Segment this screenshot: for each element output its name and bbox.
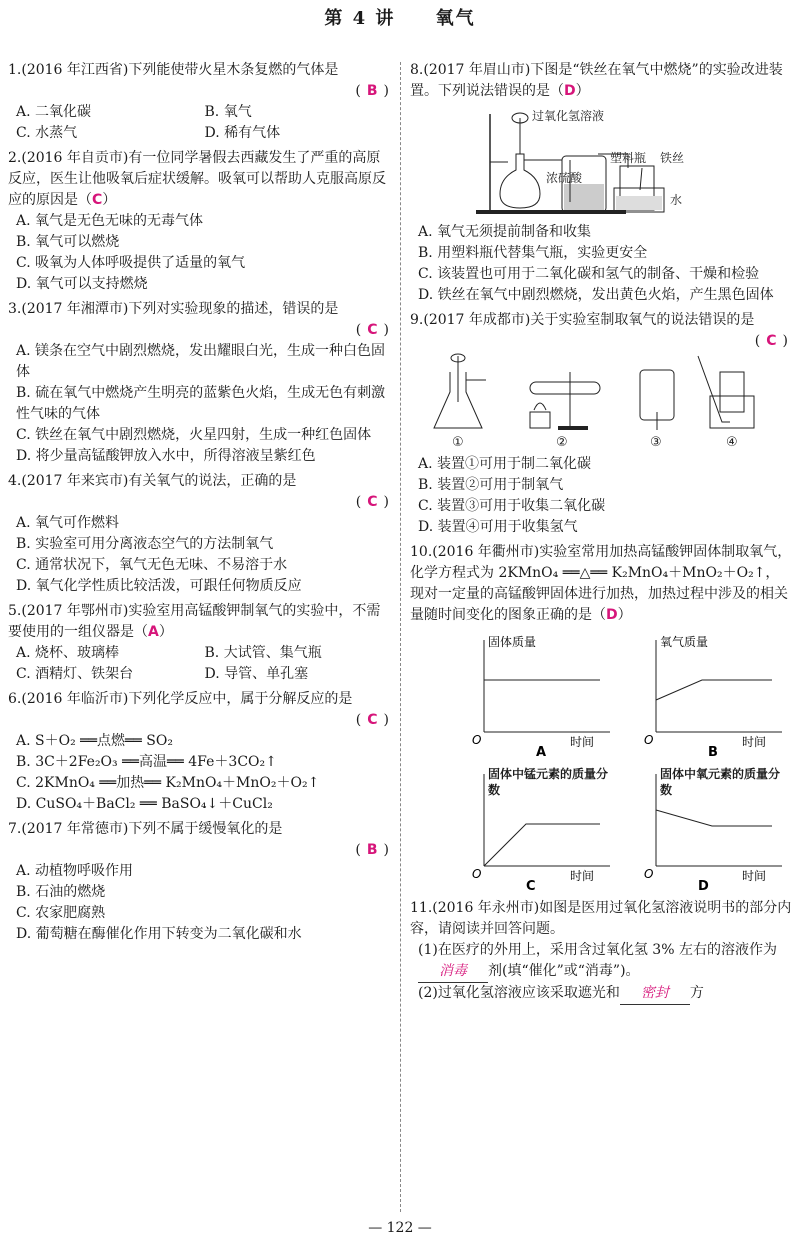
question-stem: 10.(2016 年衢州市)实验室常用加热高锰酸钾固体制取氧气，化学方程式为 2KMnO₄ ══△══ K₂MnO₄＋MnO₂＋O₂↑，现对一定量的高锰酸钾固体进行加热，加热过程中涉及的相关量随时间变化的图象正确的是（D） bbox=[410, 544, 792, 623]
fill-blank[interactable]: 消毒 bbox=[418, 961, 488, 983]
answer-letter: C bbox=[92, 192, 103, 208]
graph-origin: O bbox=[644, 867, 654, 881]
device-mark-1: ① bbox=[452, 435, 464, 450]
option: A. 动植物呼吸作用 bbox=[16, 863, 134, 879]
label-bottle: 塑料瓶 bbox=[610, 151, 647, 165]
option: A. 氧气无须提前制备和收集 bbox=[418, 224, 592, 240]
question-stem: 1.(2016 年江西省)下列能使带火星木条复燃的气体是 bbox=[8, 62, 339, 78]
option: D. 稀有气体 bbox=[204, 125, 281, 141]
graph-ylabel: 固体中氧元素的质量分数 bbox=[660, 767, 780, 797]
fill-blank[interactable]: 密封 bbox=[620, 983, 690, 1005]
option: D. 装置④可用于收集氢气 bbox=[418, 519, 578, 535]
label-acid: 浓硫酸 bbox=[546, 171, 583, 185]
question-stem: 4.(2017 年来宾市)有关氧气的说法，正确的是 bbox=[8, 473, 297, 489]
answer-slot: ( C ) bbox=[754, 333, 788, 349]
lecture-topic: 氧气 bbox=[435, 8, 476, 29]
graph-caption: D bbox=[698, 879, 709, 894]
option: B. 硫在氧气中燃烧产生明亮的蓝紫色火焰，生成无色有刺激性气味的气体 bbox=[16, 385, 386, 422]
option: B. 实验室可用分离液态空气的方法制氧气 bbox=[16, 536, 274, 552]
answer-letter: C bbox=[367, 712, 378, 728]
options bbox=[8, 102, 393, 144]
question-stem: 11.(2016 年永州市)如图是医用过氧化氢溶液说明书的部分内容，请阅读并回答问题。 bbox=[410, 900, 792, 937]
device-mark-2: ② bbox=[556, 435, 568, 450]
graph-a bbox=[470, 632, 620, 760]
option: A. 装置①可用于制二氧化碳 bbox=[418, 456, 592, 472]
left-column bbox=[8, 60, 393, 949]
option: A. 镁条在空气中剧烈燃烧，发出耀眼白光，生成一种白色固体 bbox=[16, 343, 386, 380]
graph-ylabel: 固体中锰元素的质量分数 bbox=[488, 767, 608, 797]
option: D. 导管、单孔塞 bbox=[204, 666, 309, 682]
graph-ylabel: 氧气质量 bbox=[660, 635, 709, 649]
answer-letter: A bbox=[148, 624, 159, 640]
label-water: 水 bbox=[670, 193, 683, 207]
question-9 bbox=[410, 310, 792, 538]
graph-caption: B bbox=[708, 745, 718, 760]
option: D. 氧气可以支持燃烧 bbox=[16, 276, 148, 292]
graph-caption: A bbox=[536, 745, 547, 760]
question-stem: 7.(2017 年常德市)下列不属于缓慢氧化的是 bbox=[8, 821, 283, 837]
question-stem: 8.(2017 年眉山市)下图是“铁丝在氧气中燃烧”的实验改进装置。下列说法错误的是（D） bbox=[410, 62, 783, 99]
answer-slot: ( C ) bbox=[355, 494, 389, 510]
question-5 bbox=[8, 601, 393, 685]
question-stem: 2.(2016 年自贡市)有一位同学暑假去西藏发生了严重的高原反应，医生让他吸氧后症状缓解。吸氧可以帮助人克服高原反应的原因是（C） bbox=[8, 150, 386, 208]
option: C. 通常状况下，氧气无色无味、不易溶于水 bbox=[16, 557, 288, 573]
question-6 bbox=[8, 689, 393, 815]
answer-letter: C bbox=[766, 333, 777, 349]
option: C. 铁丝在氧气中剧烈燃烧，火星四射，生成一种红色固体 bbox=[16, 427, 372, 443]
question-7 bbox=[8, 819, 393, 945]
graph-xlabel: 时间 bbox=[570, 735, 595, 749]
option: B. 装置②可用于制氧气 bbox=[418, 477, 564, 493]
sub-question-2: (2)过氧化氢溶液应该采取遮光和 密封 方 bbox=[410, 983, 792, 1005]
option: B. 用塑料瓶代替集气瓶，实验更安全 bbox=[418, 245, 648, 261]
option: D. 葡萄糖在酶催化作用下转变为二氧化碳和水 bbox=[16, 926, 302, 942]
option: B. 大试管、集气瓶 bbox=[204, 645, 322, 661]
answer-letter: C bbox=[367, 322, 378, 338]
graph-d bbox=[642, 766, 792, 894]
device-figures bbox=[430, 352, 770, 452]
answer-letter: B bbox=[366, 842, 378, 858]
option: B. 氧气 bbox=[204, 104, 252, 120]
question-2 bbox=[8, 148, 393, 295]
answer-letter: B bbox=[366, 83, 378, 99]
graph-xlabel: 时间 bbox=[742, 869, 767, 883]
question-8 bbox=[410, 60, 792, 306]
option: B. 石油的燃烧 bbox=[16, 884, 106, 900]
graph-origin: O bbox=[472, 733, 482, 747]
answer-letter: D bbox=[564, 83, 576, 99]
question-stem: 9.(2017 年成都市)关于实验室制取氧气的说法错误的是 bbox=[410, 312, 755, 328]
answer-slot: ( C ) bbox=[355, 322, 389, 338]
graph-origin: O bbox=[644, 733, 654, 747]
device-mark-4: ④ bbox=[726, 435, 738, 450]
option: D. 氧气化学性质比较活泼，可跟任何物质反应 bbox=[16, 578, 302, 594]
question-3 bbox=[8, 299, 393, 467]
options bbox=[8, 643, 393, 685]
graph-c bbox=[470, 766, 620, 894]
option: C. 农家肥腐熟 bbox=[16, 905, 106, 921]
apparatus-diagram bbox=[470, 104, 730, 220]
option: A. 氧气可作燃料 bbox=[16, 515, 120, 531]
right-column bbox=[410, 60, 792, 1009]
answer-letter: C bbox=[367, 494, 378, 510]
option: B. 氧气可以燃烧 bbox=[16, 234, 120, 250]
column-divider bbox=[400, 62, 401, 1212]
graph-origin: O bbox=[472, 867, 482, 881]
option: B. 3C＋2Fe₂O₃ ══高温══ 4Fe＋3CO₂↑ bbox=[16, 754, 277, 770]
answer-slot: ( B ) bbox=[355, 83, 389, 99]
option: D. 将少量高锰酸钾放入水中，所得溶液呈紫红色 bbox=[16, 448, 316, 464]
question-stem: 5.(2017 年鄂州市)实验室用高锰酸钾制氧气的实验中，不需要使用的一组仪器是（A） bbox=[8, 603, 381, 640]
answer-slot: ( C ) bbox=[355, 712, 389, 728]
graph-caption: C bbox=[526, 879, 536, 894]
question-stem: 3.(2017 年湘潭市)下列对实验现象的描述，错误的是 bbox=[8, 301, 339, 317]
option: A. 二氧化碳 bbox=[16, 104, 92, 120]
question-4 bbox=[8, 471, 393, 597]
option: C. 水蒸气 bbox=[16, 125, 78, 141]
lecture-number: 第 4 讲 bbox=[324, 8, 396, 29]
question-1 bbox=[8, 60, 393, 144]
graph-grid bbox=[410, 632, 792, 894]
answer-slot: ( B ) bbox=[355, 842, 389, 858]
page-number: — 122 — bbox=[368, 1220, 432, 1236]
question-10 bbox=[410, 542, 792, 894]
option: A. S＋O₂ ══点燃══ SO₂ bbox=[16, 733, 173, 749]
option: D. CuSO₄＋BaCl₂ ══ BaSO₄↓＋CuCl₂ bbox=[16, 796, 273, 812]
device-mark-3: ③ bbox=[650, 435, 662, 450]
option: A. 氧气是无色无味的无毒气体 bbox=[16, 213, 204, 229]
option: C. 装置③可用于收集二氧化碳 bbox=[418, 498, 606, 514]
question-11 bbox=[410, 898, 792, 1005]
option: D. 铁丝在氧气中剧烈燃烧，发出黄色火焰，产生黑色固体 bbox=[418, 287, 774, 303]
graph-ylabel: 固体质量 bbox=[488, 635, 537, 649]
graph-xlabel: 时间 bbox=[570, 869, 595, 883]
answer-letter: D bbox=[606, 607, 618, 623]
option: C. 吸氧为人体呼吸提供了适量的氧气 bbox=[16, 255, 246, 271]
sub-question-1: (1)在医疗的外用上，采用含过氧化氢 3% 左右的溶液作为消毒 剂(填“催化”或“消毒”)。 bbox=[410, 940, 792, 983]
option: C. 该装置也可用于二氧化碳和氢气的制备、干燥和检验 bbox=[418, 266, 760, 282]
label-peroxide: 过氧化氢溶液 bbox=[532, 109, 605, 123]
question-stem: 6.(2016 年临沂市)下列化学反应中，属于分解反应的是 bbox=[8, 691, 353, 707]
graph-xlabel: 时间 bbox=[742, 735, 767, 749]
option: C. 2KMnO₄ ══加热══ K₂MnO₄＋MnO₂＋O₂↑ bbox=[16, 775, 320, 791]
graph-b bbox=[642, 632, 792, 760]
option: C. 酒精灯、铁架台 bbox=[16, 666, 134, 682]
option: A. 烧杯、玻璃棒 bbox=[16, 645, 120, 661]
label-wire: 铁丝 bbox=[660, 151, 685, 165]
page-title bbox=[0, 8, 800, 29]
